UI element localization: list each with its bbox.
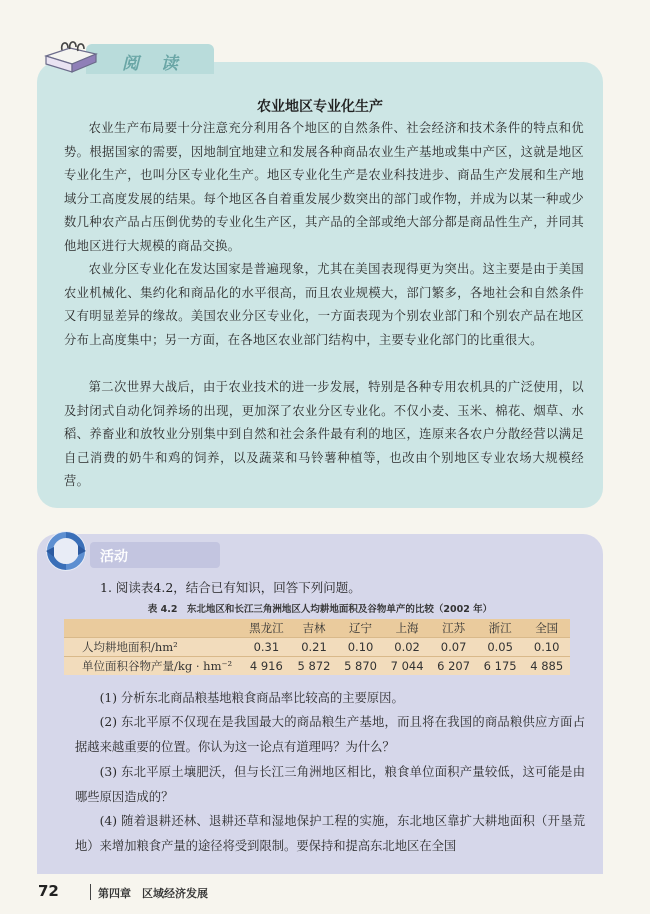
table-cell: 5 870: [337, 657, 384, 676]
book-icon: [40, 34, 100, 78]
cycle-arrows-icon: [42, 527, 90, 575]
table-header-cell: 全国: [523, 619, 570, 638]
table-cell: 0.21: [291, 638, 338, 657]
table-header-cell: 黑龙江: [242, 619, 291, 638]
table-header-cell: 浙江: [477, 619, 524, 638]
reading-paragraph-2: 农业分区专业化在发达国家是普遍现象，尤其在美国表现得更为突出。这主要是由于美国农业机械化、集约化和商品化的水平很高，而且农业规模大，部门繁多，各地社会和自然条件又有明显差异的缘故。美国农业分区专业化，一方面表现为个别农业部门和个别农产品在地区分布上高度集中；另一方面，在各地区农业部门结构中，主要专业化部门的比重很大。: [64, 262, 584, 347]
activity-intro: 1. 阅读表4.2，结合已有知识，回答下列问题。: [100, 580, 361, 595]
question-2: (2) 东北平原不仅现在是我国最大的商品粮生产基地，而且将在我国的商品粮供应方面占据越来越重要的位置。你认为这一论点有道理吗？为什么？: [75, 715, 585, 754]
table-header-cell: 上海: [384, 619, 431, 638]
footer-separator: [90, 884, 91, 900]
table-header-cell: 江苏: [430, 619, 477, 638]
table-cell: 6 175: [477, 657, 524, 676]
table-row: [64, 638, 570, 657]
table-row-header: 单位面积谷物产量/kg · hm⁻²: [64, 657, 242, 676]
table-header-cell: 吉林: [291, 619, 338, 638]
table-cell: 5 872: [291, 657, 338, 676]
reading-paragraph-1: 农业生产布局要十分注意充分利用各个地区的自然条件、社会经济和技术条件的特点和优势。根据国家的需要，因地制宜地建立和发展各种商品农业生产基地或集中产区，这就是地区专业化生产，也叫分区专业化生产。地区专业化生产是农业科技进步、商品生产发展和生产地域分工高度发展的结果。每个地区各自着重发展少数突出的部门或作物，并成为以某一种或少数几种农产品占压倒优势的专业化生产区，其产品的全部或绝大部分都是商品性生产，并同其他地区进行大规模的商品交换。: [64, 121, 584, 253]
table-caption: 表 4.2 东北地区和长江三角洲地区人均耕地面积及谷物单产的比较（2002 年）: [147, 604, 493, 615]
table-header-cell: 辽宁: [337, 619, 384, 638]
table-header-cell: [64, 619, 242, 638]
question-4: (4) 随着退耕还林、退耕还草和湿地保护工程的实施，东北地区靠扩大耕地面积（开垦荒地）来增加粮食产量的途径将受到限制。要保持和提高东北地区在全国: [75, 814, 585, 853]
table-cell: 4 885: [523, 657, 570, 676]
table-cell: 0.10: [337, 638, 384, 657]
comparison-table: [64, 619, 570, 675]
table-cell: 0.07: [430, 638, 477, 657]
table-cell: 0.05: [477, 638, 524, 657]
question-1: (1) 分析东北商品粮基地粮食商品率比较高的主要原因。: [99, 691, 404, 705]
table-cell: 0.02: [384, 638, 431, 657]
table-header-row: [64, 619, 570, 638]
table-row: [64, 657, 570, 676]
table-row-header: 人均耕地面积/hm²: [64, 638, 242, 657]
table-cell: 7 044: [384, 657, 431, 676]
reading-paragraph-3: 第二次世界大战后，由于农业技术的进一步发展，特别是各种专用农机具的广泛使用，以及封闭式自动化饲养场的出现，更加深了农业分区专业化。不仅小麦、玉米、棉花、烟草、水稻、养畜业和放牧业分别集中到自然和社会条件最有利的地区，连原来各农户分散经营以满足自己消费的奶牛和鸡的饲养，以及蔬菜和马铃薯种植等，也改由个别地区专业农场大规模经营。: [64, 380, 584, 488]
activity-label: 活动: [100, 549, 128, 565]
table-cell: 4 916: [242, 657, 291, 676]
chapter-title: 第四章 区域经济发展: [98, 887, 208, 900]
reading-title: 农业地区专业化生产: [257, 99, 383, 115]
question-3: (3) 东北平原土壤肥沃，但与长江三角洲地区相比，粮食单位面积产量较低，这可能是由哪些原因造成的？: [75, 765, 585, 804]
table-cell: 0.10: [523, 638, 570, 657]
page-number: 72: [38, 882, 59, 900]
table-cell: 6 207: [430, 657, 477, 676]
table-cell: 0.31: [242, 638, 291, 657]
reading-label: 阅 读: [122, 54, 186, 74]
